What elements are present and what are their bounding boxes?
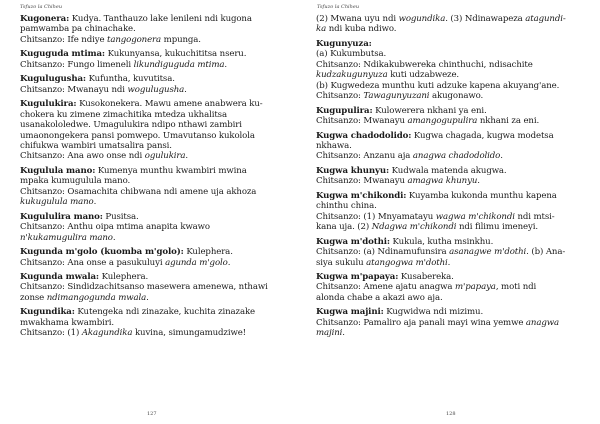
- example-italic: m'papaya: [455, 282, 496, 293]
- example-text: kuvina, simungamudziwe!: [132, 328, 247, 339]
- example-italic: amagwa khunyu: [407, 176, 478, 187]
- definition: nkhawa.: [316, 140, 352, 151]
- definition: Kudwala matenda akugwa.: [389, 165, 507, 176]
- example-text: .: [184, 84, 187, 95]
- definition: chokera ku zimene zimachitika mtedza ukhalitsa: [20, 109, 227, 120]
- example-text: Chitsanzo: Mwanayu ndi: [20, 84, 128, 95]
- example-italic: anagwa: [525, 317, 559, 328]
- example-italic: kudzakugunyuza: [316, 70, 388, 81]
- definition: Kulowerera nkhani ya eni.: [372, 105, 487, 116]
- example-text: (2) Mwana uyu ndi: [316, 14, 399, 24]
- entry-kugunda-mgolo: [20, 247, 292, 268]
- example-text: Chitsanzo:: [316, 91, 364, 102]
- example-italic: Akagundika: [81, 328, 133, 339]
- term: Kugwa majini:: [316, 307, 384, 318]
- example-text: Chitsanzo: Anthu oipa mtima anapita kwawo: [20, 222, 210, 233]
- definition: chifukwa wambiri umatsalira pansi.: [20, 140, 172, 151]
- definition: Kumenya munthu kwambiri mwina: [95, 165, 247, 176]
- example-text: ndi mtsi-: [514, 211, 555, 222]
- definition: Kufuntha, kuvutitsa.: [85, 74, 175, 85]
- term: Kugunda mwala:: [20, 271, 99, 282]
- definition: Kugwa chagada, kugwa modetsa: [411, 130, 554, 141]
- definition: chinthu china.: [316, 201, 377, 212]
- example-italic: Tawagunyuzani: [363, 91, 430, 102]
- term: Kugwa chadodolido:: [316, 130, 412, 141]
- example-italic: ka: [316, 24, 327, 35]
- example-italic: wagwa m'chikondi: [435, 211, 515, 222]
- entry-kugunda-mwala: [20, 272, 292, 303]
- example-text: Chitsanzo: Pamaliro aja panali mayi wina yemwe: [316, 317, 526, 328]
- example-italic: tangogonera: [107, 34, 162, 45]
- example-text: , moti ndi: [495, 282, 537, 293]
- term: Kugulugusha:: [20, 74, 86, 85]
- definition: mwakhama kwambiri.: [20, 317, 115, 328]
- entry-kugulugusha: [20, 74, 292, 95]
- example-text: Chitsanzo: Ife ndiye: [20, 34, 108, 45]
- example-italic: ogulukira: [144, 151, 186, 162]
- example-text: ndi kuba ndiwo.: [326, 24, 397, 35]
- example-text: .: [185, 151, 189, 162]
- example-text: kuti udzabweze.: [387, 70, 460, 81]
- definition: Kutengeka ndi zinazake, kuchita zinazake: [74, 307, 255, 318]
- example-text: akugonawo.: [429, 91, 484, 102]
- term: Kugunda m'golo (kuomba m'golo):: [20, 247, 184, 258]
- example-italic: agunda m'golo: [165, 257, 228, 268]
- example-text: .: [93, 197, 97, 208]
- example-italic: n'kukamugulira mano: [20, 232, 113, 243]
- example-text: Chitsanzo: Osamachita chibwana ndi amene uja akhoza: [20, 186, 257, 197]
- page-number-left: 127: [147, 411, 157, 417]
- example-text: Chitsanzo: Ndikakubwereka chinthuchi, ndisachite: [316, 59, 533, 70]
- example-text: . (b) Ana-: [526, 247, 566, 258]
- term: Kugulula mano:: [20, 165, 96, 176]
- term: Kuguguda mtima:: [20, 49, 105, 60]
- example-italic: atangogwa m'dothi: [366, 257, 448, 268]
- entry-kugundika-continued: [316, 14, 588, 35]
- example-italic: wogulugusha: [127, 84, 185, 95]
- definition: Pusitsa.: [102, 211, 139, 222]
- entry-kugwa-mdothi: [316, 237, 588, 268]
- example-italic: atagundi-: [525, 14, 566, 24]
- entry-kugulula-mano: [20, 166, 292, 208]
- entry-kugwa-chadodolido: [316, 131, 588, 162]
- definition: mpaka kumugulula mano.: [20, 176, 131, 187]
- definition: Kukula, kutha msinkhu.: [389, 236, 494, 247]
- example-text: Chitsanzo: Mwanayu: [316, 116, 408, 127]
- example-text: .: [342, 328, 345, 339]
- definition: Kulephera.: [183, 247, 233, 258]
- example-text: Chitsanzo: Anzanu aja: [316, 151, 413, 162]
- entry-kugwa-majini: [316, 307, 588, 338]
- term: Kugunyuza:: [316, 38, 372, 49]
- example-text: Chitsanzo: (a) Ndinamufunsira: [316, 247, 450, 258]
- running-head-left: Tsfuzo la Chiheu: [20, 4, 63, 10]
- example-text: alonda chabe a akazi awo aja.: [316, 292, 443, 303]
- definition: Kudya. Tanthauzo lake lenileni ndi kugona: [69, 14, 252, 24]
- term: Kugwa m'chikondi:: [316, 190, 407, 201]
- definition: Kulephera.: [99, 271, 149, 282]
- entry-kugundika: [20, 307, 292, 338]
- term: Kugwa m'papaya:: [316, 271, 399, 282]
- example-text: .: [146, 292, 149, 303]
- example-text: .: [447, 257, 451, 268]
- definition: Kuyamba kukonda munthu kapena: [406, 190, 557, 201]
- term: Kugupulira:: [316, 105, 373, 116]
- example-text: .: [227, 257, 231, 268]
- example-text: kana uja. (2): [316, 222, 372, 233]
- definition: Kukunyansa, kukuchititsa nseru.: [104, 49, 247, 60]
- entry-kuguguda-mtima: [20, 49, 292, 70]
- term: Kugwa m'dothi:: [316, 236, 390, 247]
- example-text: nkhani za eni.: [477, 116, 540, 127]
- entry-kugwa-mpapaya: [316, 272, 588, 303]
- running-head-right: Tsfuzo la Chiheu: [317, 4, 360, 10]
- example-text: .: [112, 232, 116, 243]
- example-italic: anagwa chadodolido: [412, 151, 501, 162]
- example-text: Chitsanzo: (1) Mnyamatayu: [316, 211, 436, 222]
- example-italic: amangogupulira: [407, 116, 478, 127]
- term: Kugwa khunyu:: [316, 165, 390, 176]
- example-text: Chitsanzo: Ana onse a pasukuluyi: [20, 257, 166, 268]
- example-text: Chitsanzo: (1): [20, 328, 82, 339]
- definition: pamwamba pa chinachake.: [20, 24, 136, 35]
- example-text: mpunga.: [161, 34, 201, 45]
- term: Kugululira mano:: [20, 211, 103, 222]
- example-text: ndi filimu imeneyi.: [456, 222, 538, 233]
- entry-kugwa-khunyu: [316, 166, 588, 187]
- example-text: .: [477, 176, 480, 187]
- example-text: Chitsanzo: Amene ajatu anagwa: [316, 282, 456, 293]
- term: Kugundika:: [20, 307, 75, 318]
- example-text: Chitsanzo: Ana awo onse ndi: [20, 151, 145, 162]
- term: Kugulukira:: [20, 99, 77, 110]
- example-text: . (3) Ndinawapeza: [445, 14, 526, 24]
- definition: umaonongekera pansi pomwepo. Umavutanso kukolola: [20, 130, 255, 141]
- entry-kugonera: [20, 14, 292, 45]
- entry-kugululira-mano: [20, 212, 292, 243]
- example-text: .: [224, 59, 228, 70]
- example-text: Chitsanzo: Mwanayu: [316, 176, 408, 187]
- example-italic: asanagwe m'dothi: [449, 247, 527, 258]
- example-text: Chitsanzo: Sindidzachitsanso masewera amenewa, nthawi: [20, 282, 268, 293]
- entry-kugwa-mchikondi: [316, 191, 588, 233]
- example-italic: Ndagwa m'chikondi: [371, 222, 457, 233]
- entry-kugulukira: [20, 99, 292, 162]
- example-italic: wogundika: [398, 14, 446, 24]
- example-italic: kukugulula mano: [20, 197, 94, 208]
- example-text: siya sukulu: [316, 257, 367, 268]
- definition: Kusabereka.: [398, 271, 454, 282]
- term: Kugonera:: [20, 14, 70, 24]
- right-page-content: [316, 14, 588, 339]
- definition: usanakololedwe. Umagulukira ndipo nthawi zambiri: [20, 120, 242, 131]
- entry-kugunyuza: [316, 39, 588, 102]
- example-italic: majini: [316, 328, 343, 339]
- page-number-right: 128: [446, 411, 456, 417]
- example-text: .: [500, 151, 503, 162]
- example-italic: likundiguguda mtima: [133, 59, 225, 70]
- definition: (b) Kugwedeza munthu kuti adzuke kapena akuyang'ane.: [316, 80, 560, 91]
- definition: (a) Kukumbutsa.: [316, 49, 387, 60]
- definition: Kugwidwa ndi mizimu.: [383, 307, 484, 318]
- left-page-content: [20, 14, 292, 339]
- entry-kugupulira: [316, 106, 588, 127]
- example-text: zonse: [20, 292, 47, 303]
- example-text: Chitsanzo: Fungo limeneli: [20, 59, 134, 70]
- definition: Kusokonekera. Mawu amene anabwera ku-: [76, 99, 263, 110]
- example-italic: ndimangogunda mwala: [46, 292, 147, 303]
- right-page: [300, 0, 600, 424]
